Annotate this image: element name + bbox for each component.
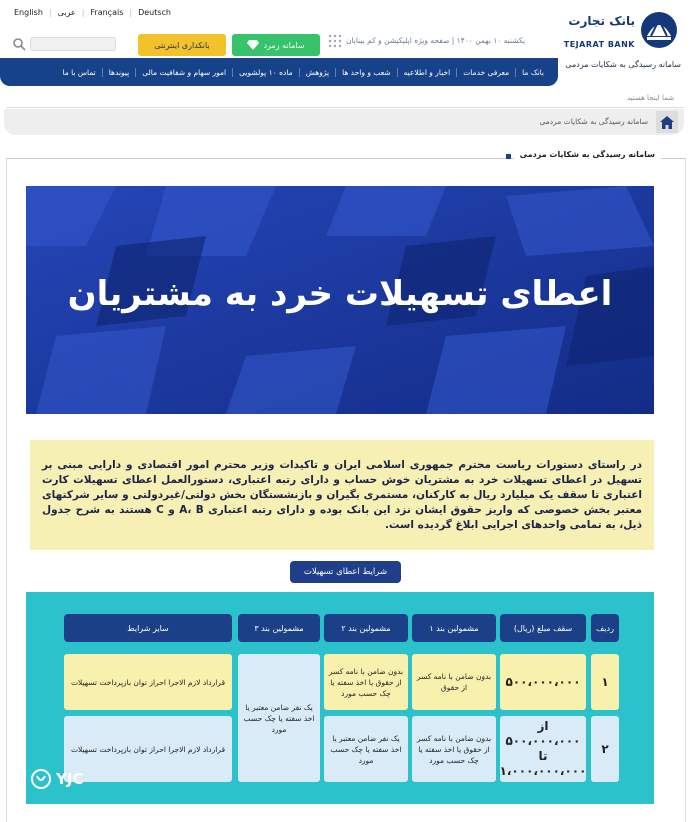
logo-text-en: TEJARAT BANK [563,40,635,49]
dateline: یکشنبه ۱۰ بهمن ۱۴۰۰ | صفحه ویژه اپلیکیشن و کم بینایان [346,36,526,45]
th-row: ردیف [591,614,619,642]
cell-other-1: قرارداد لازم الاجرا احراز توان بازپرداخت تسهیلات [64,654,232,710]
diamond-icon [247,40,259,50]
cell-band1-2: بدون ضامن با نامه کسر از حقوق یا اخذ سفته یا چک حسب مورد [412,716,496,782]
logo-text-fa: بانک تجارت [568,14,635,28]
cell-band2-1: بدون ضامن با نامه کسر از حقوق یا اخذ سفته یا چک حسب مورد [324,654,408,710]
you-are-here: شما اینجا هستید [6,94,684,108]
nav-item-shares[interactable]: امور سهام و شفافیت مالی [135,68,232,77]
nav-item-links[interactable]: پیوندها [102,68,136,77]
conditions-button[interactable] [290,561,401,583]
internet-bank-label: بانکداری اینترنتی [154,40,210,50]
breadcrumb-item[interactable]: سامانه رسیدگی به شکایات مردمی [539,117,648,126]
th-amount: سقف مبلغ (ریال) [500,614,586,642]
banner-heading: اعطای تسهیلات خرد به مشتریان [67,274,613,314]
zomorod-label: سامانه زمرد [263,40,305,50]
cell-band2-2: یک نفر ضامن معتبر یا اخذ سفته یا چک حسب مورد [324,716,408,782]
nav-item-services[interactable]: معرفی خدمات [456,68,515,77]
cell-row-2: ۲ [591,716,619,782]
description-text: در راستای دستورات ریاست محترم جمهوری اسلامی ایران و تاکیدات وزیر محترم امور اقتصادی و دارایی مبنی بر تسهیل در اعطای تسهیلات خرد به مشتریان خوش حساب و دارای رتبه اعتباری، دستورالعمل اعطای تسهیلات کارت اعتباری تا سقف یک میلیارد ریال به کارکنان، مستمری بگیران و بازنشستگان بخش دولتی/غیردولتی و سایر شرکتهای معتبر بخش خصوصی که واریز حقوق ایشان نزد این بانک بوده و دارای رتبه اعتباری A، B و C هستند به شرح جدول ذیل، به تمامی واحدهای اجرایی ابلاغ گردیده است. [30,440,654,550]
bank-emblem-icon [639,10,679,50]
conditions-label: شرایط اعطای تسهیلات [303,567,388,577]
nav-item-research[interactable]: پژوهش [299,68,335,77]
cell-other-2: قرارداد لازم الاجرا احراز توان بازپرداخت تسهیلات [64,716,232,782]
search-input[interactable] [30,37,116,51]
cell-amount-1: ۵۰۰،۰۰۰،۰۰۰ [500,654,586,710]
lang-english[interactable]: English [14,8,43,17]
language-bar: English | عربی | Français | Deutsch [14,8,172,17]
banner-image [26,186,654,414]
th-other: سایر شرایط [64,614,232,642]
nav-item-contact[interactable]: تماس با ما [62,67,96,77]
yjc-logo-icon [30,768,52,790]
bank-logo[interactable] [551,6,679,56]
main-navbar [0,58,558,86]
lang-german[interactable]: Deutsch [138,8,172,17]
lang-french[interactable]: Français [90,8,124,17]
nav-item-news[interactable]: اخبار و اطلاعیه [397,68,457,77]
lang-arabic[interactable]: عربی [57,8,76,17]
th-band1: مشمولین بند ۱ [412,614,496,642]
breadcrumb [4,109,684,135]
cell-band1-1: بدون ضامن با نامه کسر از حقوق [412,654,496,710]
site-title: سامانه رسیدگی به شکایات مردمی [565,60,681,69]
internet-bank-button[interactable] [138,34,226,56]
home-icon [660,116,674,129]
panel-title: سامانه رسیدگی به شکایات مردمی [514,150,661,159]
watermark-text: YJC [56,770,84,788]
yjc-watermark [30,768,83,790]
zomorod-button[interactable] [232,34,320,56]
nav-item-about[interactable]: بانک ما [515,68,550,77]
th-band3: مشمولین بند ۳ [238,614,320,642]
th-band2: مشمولین بند ۲ [324,614,408,642]
search-icon[interactable] [12,37,26,51]
home-button[interactable] [656,111,678,133]
app-grid-icon[interactable] [328,34,342,48]
nav-item-branches[interactable]: شعب و واحد ها [335,68,397,77]
cell-row-1: ۱ [591,654,619,710]
cell-amount-2: از ۵۰۰،۰۰۰،۰۰۰ تا ۱،۰۰۰،۰۰۰،۰۰۰ [500,716,586,782]
nav-item-aml[interactable]: ماده ۱۰ پولشویی [232,68,299,77]
loan-conditions-table [26,592,654,804]
cell-band3-merged: یک نفر ضامن معتبر یا اخذ سفته یا چک حسب مورد [238,654,320,782]
